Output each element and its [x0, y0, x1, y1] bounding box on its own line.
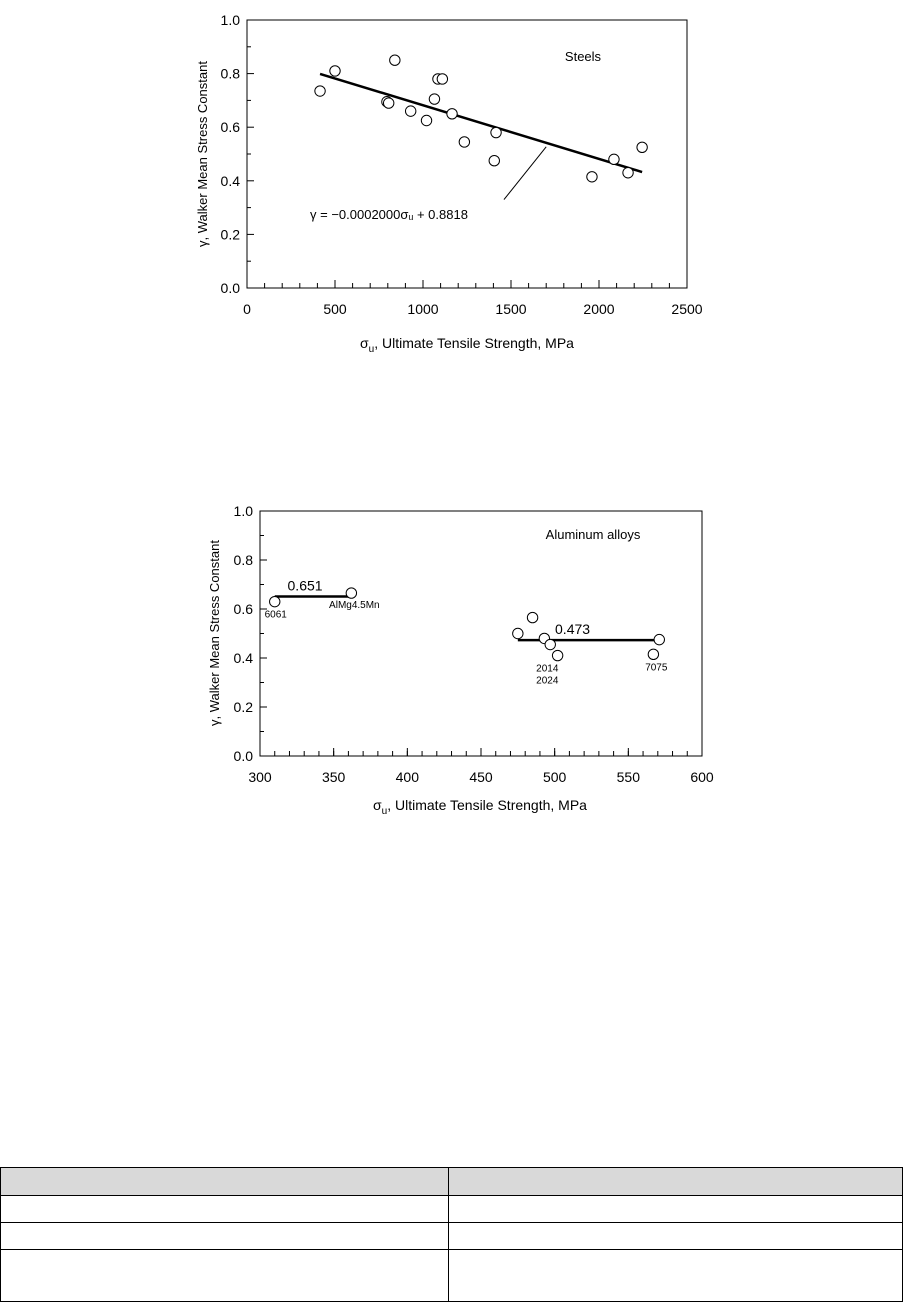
y-axis-label: γ, Walker Mean Stress Constant [207, 540, 222, 726]
data-point [437, 74, 447, 84]
x-tick-label: 300 [248, 769, 272, 785]
table-cell [1, 1196, 449, 1223]
data-table [0, 1167, 903, 1302]
y-axis-label: γ, Walker Mean Stress Constant [195, 61, 210, 247]
data-point [429, 94, 439, 104]
data-point [654, 634, 664, 644]
x-tick-label: 0 [243, 301, 251, 317]
x-axis [243, 280, 703, 317]
y-tick-label: 0.4 [233, 650, 253, 666]
y-axis [234, 503, 267, 764]
data-point [346, 588, 356, 598]
x-tick-label: 1500 [495, 301, 527, 317]
data-marks [265, 578, 668, 687]
table-row [1, 1196, 903, 1223]
x-axis-label-sub: u [381, 806, 388, 817]
mean-value-label: 0.473 [555, 621, 591, 638]
x-axis-label [373, 797, 587, 817]
table-row [1, 1250, 903, 1302]
x-tick-label: 600 [690, 769, 714, 785]
chart-annotation: Steels [564, 49, 602, 64]
point-label: 2014 [536, 663, 559, 675]
data-point [459, 137, 469, 147]
x-tick-label: 400 [395, 769, 420, 785]
data-point [513, 628, 523, 638]
data-point [390, 55, 400, 65]
y-tick-label: 0.4 [220, 172, 240, 189]
x-axis [248, 748, 714, 785]
y-tick-label: 0.0 [220, 280, 240, 296]
point-label: 2024 [536, 675, 559, 687]
x-axis-label-text: , Ultimate Tensile Strength, MPa [374, 335, 574, 351]
x-tick-label: 450 [469, 769, 493, 785]
table-cell [1, 1168, 449, 1196]
table-cell [1, 1250, 449, 1302]
data-point [648, 649, 658, 659]
x-tick-label: 1000 [407, 301, 439, 317]
data-point [383, 98, 393, 108]
data-point [623, 168, 633, 178]
y-tick-label: 1.0 [233, 503, 253, 519]
x-tick-label: 550 [616, 769, 641, 785]
mean-value-label: 0.651 [287, 577, 323, 594]
plot-frame [247, 20, 687, 288]
y-tick-label: 0.2 [220, 226, 240, 243]
y-axis [221, 12, 254, 296]
data-marks [315, 55, 647, 200]
y-tick-label: 0.6 [220, 119, 240, 136]
table-cell [449, 1168, 903, 1196]
equation-leader-line [504, 147, 546, 200]
data-point [270, 596, 280, 606]
data-point [609, 154, 619, 164]
data-point [315, 86, 325, 96]
x-axis-label [360, 335, 574, 355]
table-cell [449, 1196, 903, 1223]
table-cell [449, 1223, 903, 1250]
table-row [1, 1223, 903, 1250]
x-axis-label-sub: u [368, 344, 375, 355]
x-tick-label: 2500 [671, 301, 703, 317]
data-point [421, 115, 431, 125]
y-tick-label: 0.2 [233, 699, 253, 715]
aluminum-chart [0, 490, 903, 830]
data-point [447, 109, 457, 119]
table-cell [1, 1223, 449, 1250]
x-axis-label-text: , Ultimate Tensile Strength, MPa [387, 797, 587, 813]
data-point [527, 612, 537, 622]
y-tick-label: 1.0 [220, 12, 240, 28]
table-cell [449, 1250, 903, 1302]
x-axis-label-symbol: σ [373, 797, 382, 813]
y-tick-label: 0.0 [233, 748, 253, 764]
point-label: AlMg4.5Mn [329, 600, 380, 612]
data-point [587, 172, 597, 182]
table-header-row [1, 1168, 903, 1196]
data-point [489, 156, 499, 166]
chart-annotation: Aluminum alloys [545, 527, 641, 542]
x-axis-label-symbol: σ [360, 335, 369, 351]
data-point [405, 106, 415, 116]
y-tick-label: 0.6 [233, 601, 253, 617]
data-point [545, 639, 555, 649]
equation-label: γ = −0.0002000σᵤ + 0.8818 [310, 207, 468, 222]
x-tick-label: 500 [323, 301, 347, 317]
x-tick-label: 500 [542, 769, 567, 785]
x-tick-label: 350 [321, 769, 346, 785]
point-label: 6061 [264, 609, 287, 621]
x-tick-label: 2000 [583, 301, 615, 317]
data-point [330, 66, 340, 76]
y-tick-label: 0.8 [220, 65, 240, 82]
data-point [552, 650, 562, 660]
data-point [637, 142, 647, 152]
point-label: 7075 [645, 662, 668, 674]
y-tick-label: 0.8 [233, 552, 253, 568]
steels-chart [0, 0, 903, 370]
trend-line [320, 74, 642, 172]
plot-frame [260, 511, 702, 756]
data-point [491, 127, 501, 137]
